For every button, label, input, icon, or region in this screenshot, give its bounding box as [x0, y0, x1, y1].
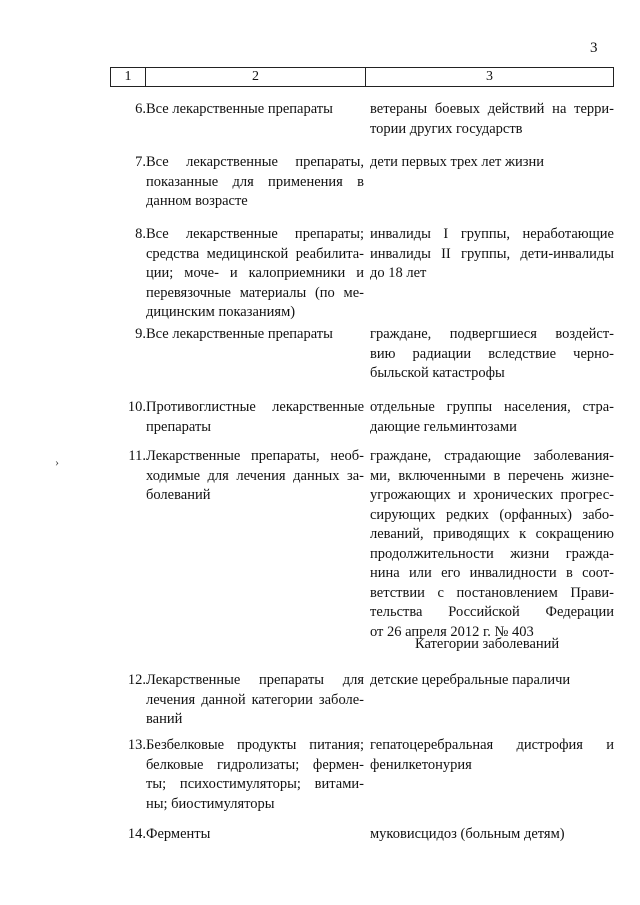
cell-line: от 26 апреля 2012 г. № 403 — [370, 623, 534, 640]
medication-cell — [146, 398, 364, 437]
cell-line: ции; моче- и калоприемники и — [146, 265, 364, 281]
row-number: 12. — [127, 672, 146, 688]
medication-cell — [146, 325, 364, 345]
row-number: 10. — [127, 399, 146, 415]
cell-line: Противоглистные лекарственные — [146, 399, 364, 415]
cell-line: граждане, страдающие заболевания- — [370, 448, 614, 464]
cell-line: Все лекарственные препараты — [146, 101, 333, 117]
cell-line: гепатоцеребральная дистрофия и — [370, 737, 614, 753]
category-cell — [370, 225, 614, 284]
cell-line: перевязочные материалы (по ме- — [146, 284, 364, 301]
category-cell — [370, 398, 614, 437]
cell-line: леваний, приводящих к сокращению — [370, 526, 614, 542]
row-number: 13. — [127, 737, 146, 753]
cell-line: граждане, подвергшиеся воздейст- — [370, 326, 614, 342]
cell-line: дицинским показаниям) — [146, 304, 296, 320]
cell-line: инвалиды I группы, неработающие — [370, 226, 614, 242]
cell-line: ходимые для лечения данных за- — [146, 467, 364, 484]
cell-line: Все лекарственные препараты — [146, 326, 333, 342]
medication-cell — [146, 736, 364, 814]
cell-line: вию радиации вследствие черно- — [370, 345, 614, 362]
cell-line: тельства Российской Федерации — [370, 604, 614, 620]
cell-line: средства медицинской реабилита- — [146, 245, 364, 262]
category-cell — [370, 100, 614, 139]
medication-cell — [146, 447, 364, 506]
medication-cell — [146, 671, 364, 730]
cell-line: сирующих редких (орфанных) забо- — [370, 506, 614, 523]
cell-line: данном возрасте — [146, 193, 248, 209]
category-cell — [370, 325, 614, 384]
cell-line: Ферменты — [146, 826, 211, 842]
category-cell — [370, 736, 614, 775]
cell-line: Лекарственные препараты, необ- — [146, 448, 364, 464]
cell-line: болеваний — [146, 487, 211, 503]
cell-line: Безбелковые продукты питания; — [146, 737, 364, 753]
cell-line: ми, включенными в перечень жизне- — [370, 467, 614, 484]
cell-line: ветераны боевых действий на терри- — [370, 101, 614, 117]
medication-cell — [146, 153, 364, 212]
cell-line: ны; биостимуляторы — [146, 795, 275, 812]
category-cell — [370, 825, 614, 845]
row-number: 6. — [135, 101, 146, 117]
header-col-1: 1 — [111, 68, 146, 86]
cell-line: быльской катастрофы — [370, 365, 505, 381]
cell-line: продолжительности жизни гражда- — [370, 545, 614, 562]
cell-line: нина или его инвалидности в соот- — [370, 565, 614, 581]
cell-line: ваний — [146, 711, 183, 727]
cell-line: муковисцидоз (больным детям) — [370, 826, 565, 842]
cell-line: белковые гидролизаты; фермен- — [146, 756, 364, 773]
cell-line: детские церебральные параличи — [370, 672, 571, 688]
cell-line: дети первых трех лет жизни — [370, 154, 544, 170]
cell-line: показанные для применения в — [146, 173, 364, 190]
cell-line: дающие гельминтозами — [370, 418, 517, 435]
margin-mark: › — [55, 455, 59, 469]
medication-cell — [146, 825, 364, 845]
medication-cell — [146, 225, 364, 323]
row-number: 7. — [135, 154, 146, 170]
category-cell — [370, 447, 614, 642]
cell-line: инвалиды II группы, дети-инвалиды — [370, 245, 614, 262]
medication-cell — [146, 100, 364, 120]
cell-line: Лекарственные препараты для — [146, 672, 364, 688]
row-number: 8. — [135, 226, 146, 242]
row-number: 11. — [128, 448, 146, 464]
row-number: 14. — [127, 826, 146, 842]
cell-line: до 18 лет — [370, 265, 427, 281]
page-number: 3 — [590, 40, 598, 56]
row-number: 9. — [135, 326, 146, 342]
header-col-2: 2 — [146, 68, 366, 86]
category-subheading: Категории заболеваний — [415, 636, 560, 652]
cell-line: фенилкетонурия — [370, 756, 472, 773]
cell-line: тории других государств — [370, 120, 523, 137]
cell-line: отдельные группы населения, стра- — [370, 399, 614, 415]
cell-line: Все лекарственные препараты; — [146, 226, 364, 242]
cell-line: ты; психостимуляторы; витами- — [146, 776, 364, 792]
cell-line: препараты — [146, 418, 212, 435]
table-header — [110, 67, 614, 87]
cell-line: ветствии с постановлением Прави- — [370, 584, 614, 601]
category-cell — [370, 671, 614, 691]
cell-line: угрожающих и хронических прогрес- — [370, 487, 614, 503]
cell-line: лечения данной категории заболе- — [146, 691, 364, 708]
header-col-3: 3 — [486, 69, 493, 84]
category-cell — [370, 153, 614, 173]
cell-line: Все лекарственные препараты, — [146, 154, 364, 170]
